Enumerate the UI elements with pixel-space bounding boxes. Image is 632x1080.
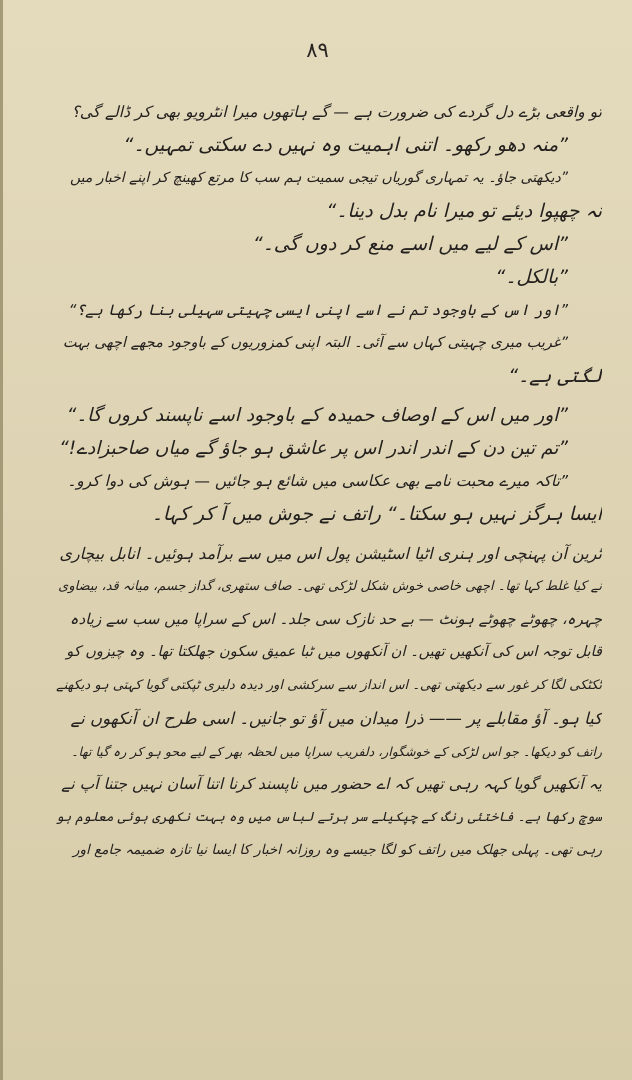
text-line: قابل توجہ اس کی آنکھیں تھیں۔ ان آنکھوں میں ٹبا عمیق سکون جھلکتا تھا۔ وہ چیزوں کو	[66, 644, 602, 660]
text-line: چہرہ، چھوٹے چھوٹے ہونٹ — بے حد نازک سی جلد۔ اس کے سراپا میں سب سے زیادہ	[69, 610, 602, 628]
text-line: تو واقعی بڑے دل گردے کی ضرورت ہے — گے ہاتھوں میرا انٹرویو بھی کر ڈالے گی؟	[71, 103, 602, 121]
page-number: ۸۹	[306, 38, 329, 62]
text-line: ٹرین آن پہنچی اور ہنری اٹیا اسٹیشن پول اس میں سے برآمد ہوئیں۔ انابل بیچاری	[59, 544, 602, 563]
text-line: راتف کو دیکھا۔ جو اس لڑکی کے خوشگوار، دلفریب سراپا میں لحظہ بھر کے لیے محو ہو کر رہ گیا تھا۔	[71, 744, 602, 759]
text-line: ”منہ دھو رکھو۔ اتنی اہمیت وہ نہیں دے سکتی تمہیں۔“	[123, 134, 568, 156]
text-line: کیا ہو۔ آؤ مقابلے پر —— ذرا میدان میں آؤ تو جانیں۔ اسی طرح ان آنکھوں نے	[70, 709, 602, 728]
text-line: رہی تھی۔ پہلی جھلک میں راتف کو لگا جیسے وہ روزانہ اخبار کا ایسا نیا تازہ ضمیمہ جامع اور	[73, 842, 602, 858]
text-line: لگتی ہے۔“	[508, 365, 602, 387]
text-line: ”اور میں اس کے اوصاف حمیدہ کے باوجود اسے ناپسند کروں گا۔“	[66, 405, 568, 426]
text-line: نے کیا غلط کہا تھا۔ اچھی خاصی خوش شکل لڑکی تھی۔ صاف ستھری، گداز جسم، میانہ قد، بیضاوی	[58, 579, 602, 594]
page-text	[55, 96, 602, 867]
text-line: سوچ رکھا ہے۔ فاختئی رنگ کے چپکیلے سر ہرتے لباس میں وہ بہت نکھری ہوئی معلوم ہو	[56, 810, 602, 825]
text-line: ”دیکھتی جاؤ۔ یہ تمہاری گوریاں تیجی سمیت ہم سب کا مرتع کھینچ کر اپنے اخبار میں	[70, 170, 568, 186]
text-line: نہ چھپوا دیئے تو میرا نام بدل دینا۔“	[326, 200, 602, 222]
text-line: ”اور اس کے باوجود تم نے اسے اپنی ایسی چہیتی سہیلی بنا رکھا ہے؟“	[68, 301, 568, 319]
text-line: ”غریب میری چہیتی کہاں سے آئی۔ البتہ اپنی کمزوریوں کے باوجود مجھے اچھی بہت	[62, 335, 568, 351]
text-line: یہ آنکھیں گویا کہہ رہی تھیں کہ اے حضور میں ناپسند کرنا اتنا آسان نہیں جتنا آپ نے	[61, 775, 602, 793]
text-line: ”اس کے لیے میں اسے منع کر دوں گی۔“	[252, 233, 568, 255]
text-line: ”تم تین دن کے اندر اندر اس پر عاشق ہو جاؤ گے میاں صاحبزادے!“	[59, 438, 568, 459]
text-line: ”بالکل۔“	[495, 266, 568, 288]
text-line: ٹکٹکی لگا کر غور سے دیکھتی تھی۔ اس انداز سے سرکشی اور دیدہ دلیری ٹپکتی گویا کہتی ہو دیکھنے	[56, 678, 602, 693]
text-line: ایسا ہرگز نہیں ہو سکتا۔“ راتف نے جوش میں آ کر کہا۔	[151, 503, 602, 525]
text-line: ”تاکہ میرے محبت نامے بھی عکاسی میں شائع ہو جائیں — ہوش کی دوا کرو۔	[67, 472, 568, 490]
